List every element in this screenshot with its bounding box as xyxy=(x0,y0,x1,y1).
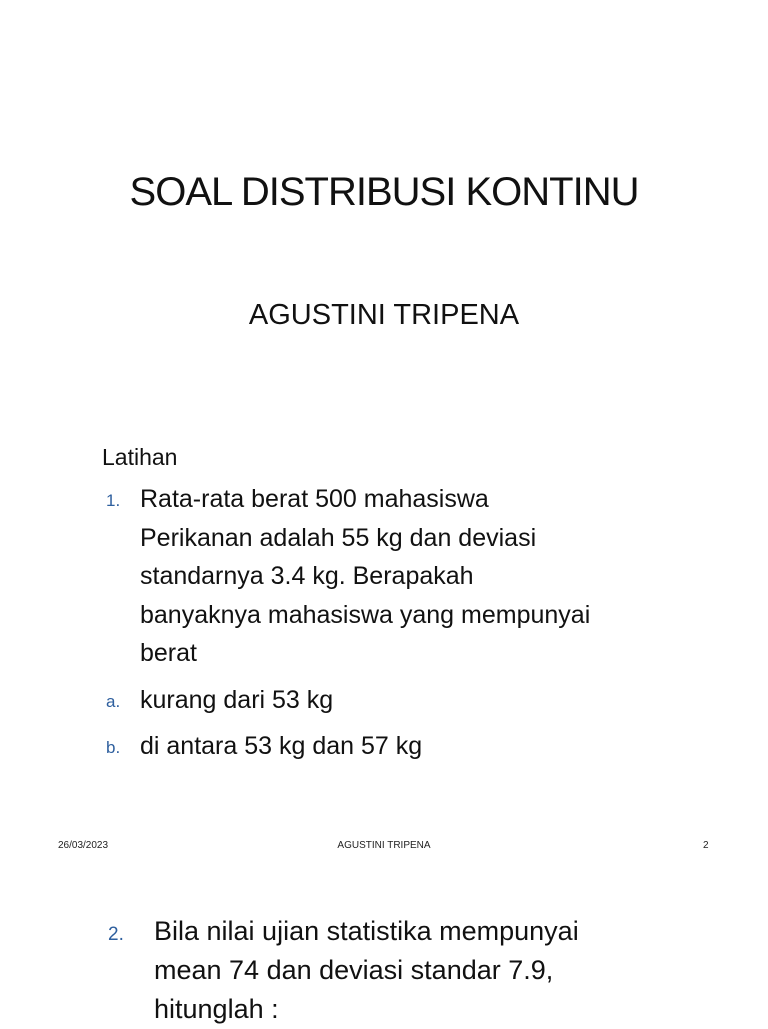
question-1-list xyxy=(106,480,746,766)
slide-subtitle: AGUSTINI TRIPENA xyxy=(248,299,520,331)
item-line: Bila nilai ujian statistika mempunyai xyxy=(154,916,579,946)
item-line: kurang dari 53 kg xyxy=(140,685,334,714)
item-line: standarnya 3.4 kg. Berapakah xyxy=(140,562,474,590)
footer-page-number: 2 xyxy=(703,840,709,851)
item-line: banyaknya mahasiswa yang mempunyai xyxy=(140,600,591,629)
section-heading: Latihan xyxy=(102,444,178,470)
footer-author: AGUSTINI TRIPENA xyxy=(337,840,431,851)
item-line: di antara 53 kg dan 57 kg xyxy=(140,732,423,760)
list-item xyxy=(106,480,746,673)
list-item xyxy=(108,912,728,1029)
list-item xyxy=(106,681,746,720)
list-marker: 1. xyxy=(106,491,121,510)
list-item xyxy=(106,727,746,766)
item-line: mean 74 dan deviasi standar 7.9, xyxy=(154,955,554,985)
list-marker: 2. xyxy=(108,924,124,945)
question-2-list xyxy=(108,912,728,1029)
slide-title: SOAL DISTRIBUSI KONTINU xyxy=(129,170,639,214)
footer-date: 26/03/2023 xyxy=(58,840,109,851)
item-line: Perikanan adalah 55 kg dan deviasi xyxy=(140,523,537,552)
list-marker: a. xyxy=(106,691,121,711)
item-line: hitunglah : xyxy=(154,994,279,1024)
item-line: Rata-rata berat 500 mahasiswa xyxy=(140,485,489,513)
list-marker: b. xyxy=(106,738,121,757)
item-line: berat xyxy=(140,639,197,667)
